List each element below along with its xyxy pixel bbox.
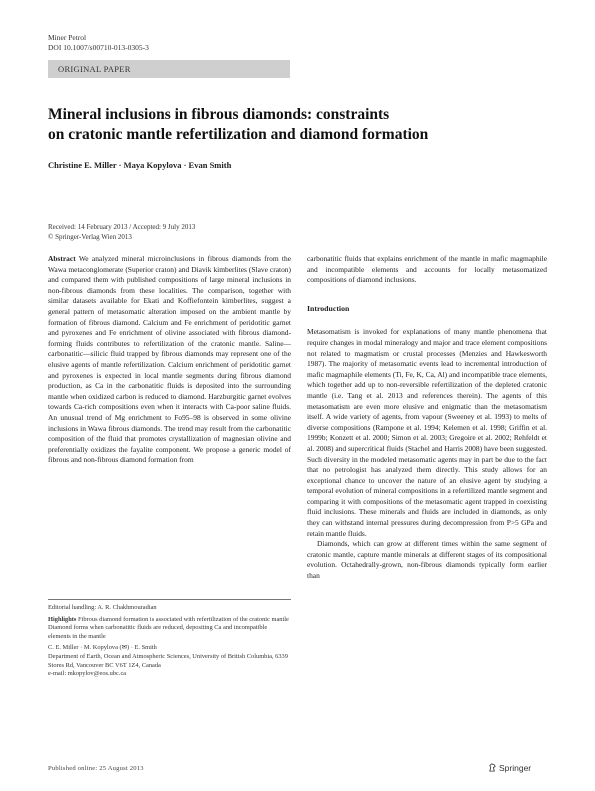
abstract-text: We analyzed mineral microinclusions in fibrous diamonds from the Wawa metaconglomerate (Superior craton) and Diavik kimberlites (Slave craton) and compared them with published compositions of large mineral inclusions in non-fibrous diamonds from these localities. The comparison, together with similar datasets available for Ekati and Koffiefontein kimberlites, suggest a general pattern of metasomatic alteration imposed on the ambient mantle by formation of fibrous diamond. Calcium and Fe enrichment of peridotitic garnet and pyroxenes and Fe enrichment of olivine associated with fibrous diamond-forming fluids contributes to refertilization of the cratonic mantle. Saline—carbonatitic—silicic fluid trapped by fibrous diamonds may represent one of the elusive agents of mantle refertilization. Calcium enrichment of peridotitic garnet and pyroxenes is expected in local mantle segments during fibrous diamond production, as Ca in the carbonatitic fluids is deposited into the surrounding mantle when oxidized carbon is reduced to diamond. Harzburgitic garnet evolves towards Ca-rich compositions even when it interacts with Ca-poor saline fluids. An unusual trend of Mg enrichment to Fo95–98 is observed in some olivine inclusions in Wawa fibrous diamonds. The trend may result from the carbonatitic composition of the fluid that promotes crystallization of magnesian olivine and preferentially oxidizes the fayalite component. We propose a generic model of fibrous and non-fibrous diamond formation from bbox=[48, 254, 291, 465]
springer-horse-icon bbox=[488, 763, 497, 772]
left-column bbox=[48, 254, 291, 466]
right-column bbox=[307, 254, 547, 582]
copyright: © Springer-Verlag Wien 2013 bbox=[48, 232, 132, 241]
section-label: ORIGINAL PAPER bbox=[58, 64, 131, 74]
doi: DOI 10.1007/s00710-013-0305-3 bbox=[48, 43, 149, 52]
published-online: Published online: 25 August 2013 bbox=[48, 765, 144, 772]
highlight-1: Fibrous diamond formation is associated with refertilization of the cratonic mantle bbox=[78, 615, 289, 623]
introduction-paragraph-1: Metasomatism is invoked for explanations of many mantle phenomena that require changes in modal mineralogy and major and trace element compositions not related to magmatism or crustal processes (Menzies and Hawkesworth 1987). The majority of metasomatic events lead to incremental introduction of mafic magmaphile elements (Ti, Fe, K, Ca, Al) and incompatible trace elements, which together add up to non-reversible refertilization of the depleted cratonic mantle (i.e. Tang et al. 2013 and references therein). The agents of this metasomatism are even more elusive and enigmatic than the metasomatism itself. A wide variety of agents, from vapour (Sweeney et al. 1993) to melts of diverse compositions (Rampone et al. 1994; Kelemen et al. 1998; Griffin et al. 1999b; Konzett et al. 2000; Simon et al. 2003; Gregoire et al. 2002; Rehfeldt et al. 2008) and supercritical fluids (Stachel and Harris 2008) have been suggested. Such diversity in the modeled metasomatic agents may in part be due to the fact that no petrologist has analyzed them directly. This study allows for an exceptional chance to uncover the nature of an elusive agent by studying a temporal evolution of mineral compositions in a refertilized mantle segment and comparing it with compositions of the metasomatic agent trapped in coexisting fluid inclusions. These minerals and fluids are included in diamonds, as only they can withstand internal pressures during decompression from P>5 GPa and retain mantle fluids. bbox=[307, 327, 547, 538]
abstract-label: Abstract bbox=[48, 254, 76, 263]
abstract-paragraph bbox=[48, 254, 291, 466]
highlights-label: Highlights bbox=[48, 615, 77, 623]
received-accepted: Received: 14 February 2013 / Accepted: 9 July 2013 bbox=[48, 223, 196, 231]
abstract-continuation: carbonatitic fluids that explains enrichment of the mantle in mafic magmaphile and incompatible elements and accounts for locally metasomatized compositions of diamond inclusions. bbox=[307, 254, 547, 285]
title-line-1: Mineral inclusions in fibrous diamonds: constraints bbox=[48, 106, 390, 123]
affiliation-authors: C. E. Miller · M. Kopylova (✉) · E. Smith bbox=[48, 644, 157, 652]
section-banner bbox=[48, 60, 290, 78]
affiliation bbox=[48, 644, 291, 678]
highlights bbox=[48, 616, 291, 642]
footnote-divider bbox=[48, 599, 291, 600]
journal-header bbox=[48, 33, 149, 53]
affiliation-department: Department of Earth, Ocean and Atmospheric Sciences, University of British Columbia, 6339 Stores Rd, Vancouver BC V6T 1Z4, Canada bbox=[48, 652, 288, 669]
footnotes bbox=[48, 604, 291, 682]
author-email[interactable]: e-mail: mkopylov@eos.ubc.ca bbox=[48, 670, 127, 678]
introduction-heading: Introduction bbox=[307, 303, 350, 313]
publisher-logo bbox=[488, 763, 531, 773]
title-line-2: on cratonic mantle refertilization and diamond formation bbox=[48, 126, 429, 143]
article-dates bbox=[48, 223, 195, 242]
editorial-handling: Editorial handling: A. R. Chakhmouradian bbox=[48, 604, 157, 611]
highlight-2: Diamond forms when carbonatitic fluids are reduced, depositing Ca and incompatible elements in the mantle bbox=[48, 624, 268, 640]
publisher-name: Springer bbox=[499, 763, 532, 773]
journal-name: Miner Petrol bbox=[48, 33, 87, 42]
introduction-paragraph-2: Diamonds, which can grow at different times within the same segment of cratonic mantle, capture mantle minerals at different stages of its compositional evolution. Octahedrally-grown, non-fibrous diamonds typically form earlier than bbox=[307, 539, 547, 581]
author-list: Christine E. Miller · Maya Kopylova · Evan Smith bbox=[48, 160, 232, 170]
article-title bbox=[48, 105, 548, 145]
